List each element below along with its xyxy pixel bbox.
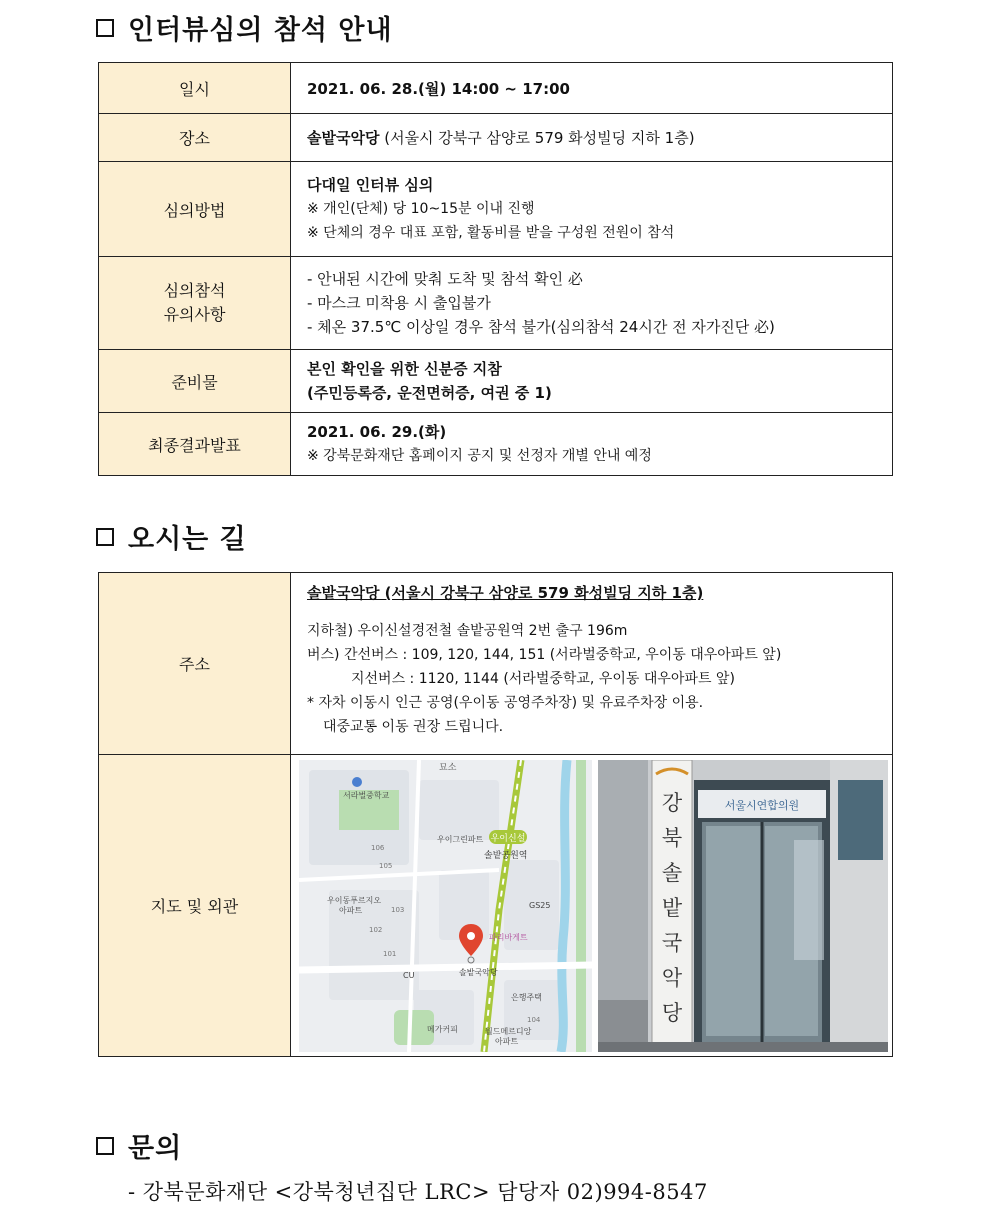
label-prep: 준비물 <box>99 350 291 413</box>
value-datetime: 2021. 06. 28.(월) 14:00 ~ 17:00 <box>291 63 893 114</box>
label-address: 주소 <box>99 573 291 755</box>
checkbox-square-icon <box>96 19 114 37</box>
map-label-cafe: 메가커피 <box>427 1024 458 1034</box>
map-label-venue: 솔밭국악당 <box>459 967 498 977</box>
directions-table <box>98 572 893 1057</box>
address-subway: 지하철) 우이신설경전철 솔밭공원역 2번 출구 196m <box>307 623 628 639</box>
photo-banner-text: 서울시연합의원 <box>724 798 800 812</box>
row-prep <box>99 350 893 413</box>
row-datetime <box>99 63 893 114</box>
method-note-1: ※ 개인(단체) 당 10~15분 이내 진행 <box>307 201 535 217</box>
row-map <box>99 755 893 1057</box>
svg-text:103: 103 <box>391 905 405 914</box>
row-notice <box>99 257 893 350</box>
contact-info: - 강북문화재단 <강북청년집단 LRC> 담당자 02)994-8547 <box>128 1180 708 1204</box>
map-label-station-badge: 우이신설 <box>490 833 526 844</box>
svg-text:104: 104 <box>527 1015 541 1024</box>
method-head: 다대일 인터뷰 심의 <box>307 176 434 194</box>
photo-sign-text: 강 북 솔 밭 국 악 당 <box>661 790 683 1025</box>
address-car-1: * 자차 이동시 인근 공영(우이동 공영주차장) 및 유료주차장 이용. <box>307 695 704 711</box>
value-result: 2021. 06. 29.(화) ※ 강북문화재단 홈페이지 공지 및 선정자 개별 안내 예정 <box>291 413 893 476</box>
row-place <box>99 114 893 162</box>
map-photo-cell <box>291 755 893 1057</box>
row-address <box>99 573 893 755</box>
notice-line-2: - 마스크 미착용 시 출입불가 <box>307 294 491 312</box>
map-graphic <box>299 760 592 1052</box>
map-label-apt3: 월드메르디앙 <box>485 1026 532 1036</box>
location-map <box>299 760 592 1052</box>
svg-text:101: 101 <box>383 949 397 958</box>
section-title-directions: 오시는 길 <box>96 517 247 556</box>
value-prep: 본인 확인을 위한 신분증 지참 (주민등록증, 운전면허증, 여권 중 1) <box>291 350 893 413</box>
exterior-graphic <box>598 760 888 1052</box>
address-head: 솔밭국악당 (서울시 강북구 삼양로 579 화성빌딩 지하 1층) <box>307 584 704 602</box>
row-result <box>99 413 893 476</box>
label-map: 지도 및 외관 <box>99 755 291 1057</box>
notice-line-3: - 체온 37.5℃ 이상일 경우 참석 불가(심의참석 24시간 전 자가진단 必) <box>307 318 775 336</box>
value-address <box>291 573 893 755</box>
map-label-cu: CU <box>403 970 415 980</box>
value-place: 솔밭국악당 (서울시 강북구 삼양로 579 화성빌딩 지하 1층) <box>291 114 893 162</box>
map-label-top: 묘소 <box>439 762 457 773</box>
svg-text:102: 102 <box>369 925 383 934</box>
map-label-apt1: 우이그린파트 <box>437 834 484 844</box>
method-note-2: ※ 단체의 경우 대표 포함, 활동비를 받을 구성원 전원이 참석 <box>307 225 675 241</box>
section-title-interview: 인터뷰심의 참석 안내 <box>96 8 393 47</box>
interview-info-table <box>98 62 893 476</box>
map-label-bank: 은행주택 <box>511 992 542 1002</box>
label-place: 장소 <box>99 114 291 162</box>
map-label-apt3b: 아파트 <box>495 1036 519 1046</box>
map-label-gs: GS25 <box>529 900 551 910</box>
label-method: 심의방법 <box>99 162 291 257</box>
svg-text:105: 105 <box>379 861 393 870</box>
map-label-apt2b: 아파트 <box>339 905 363 915</box>
value-method <box>291 162 893 257</box>
label-datetime: 일시 <box>99 63 291 114</box>
map-label-station: 솔밭공원역 <box>484 850 528 861</box>
address-bus-1: 버스) 간선버스 : 109, 120, 144, 151 (서라벌중학교, 우이동 대우아파트 앞) <box>307 647 782 663</box>
checkbox-square-icon <box>96 528 114 546</box>
value-notice <box>291 257 893 350</box>
label-result: 최종결과발표 <box>99 413 291 476</box>
checkbox-square-icon <box>96 1137 114 1155</box>
address-car-2: 대중교통 이동 권장 드립니다. <box>323 719 504 735</box>
notice-line-1: - 안내된 시간에 맞춰 도착 및 참석 확인 必 <box>307 270 583 288</box>
address-bus-2: 지선버스 : 1120, 1144 (서라벌중학교, 우이동 대우아파트 앞) <box>351 671 735 687</box>
svg-text:106: 106 <box>371 843 385 852</box>
row-method <box>99 162 893 257</box>
section-title-inquiry: 문의 <box>96 1126 182 1165</box>
building-exterior-photo <box>598 760 888 1052</box>
map-label-apt2: 우이동푸르지오 <box>327 895 382 905</box>
map-label-school: 서라벌중학교 <box>343 790 390 800</box>
map-label-market: 파리바게트 <box>489 932 528 942</box>
label-notice: 심의참석 유의사항 <box>99 257 291 350</box>
